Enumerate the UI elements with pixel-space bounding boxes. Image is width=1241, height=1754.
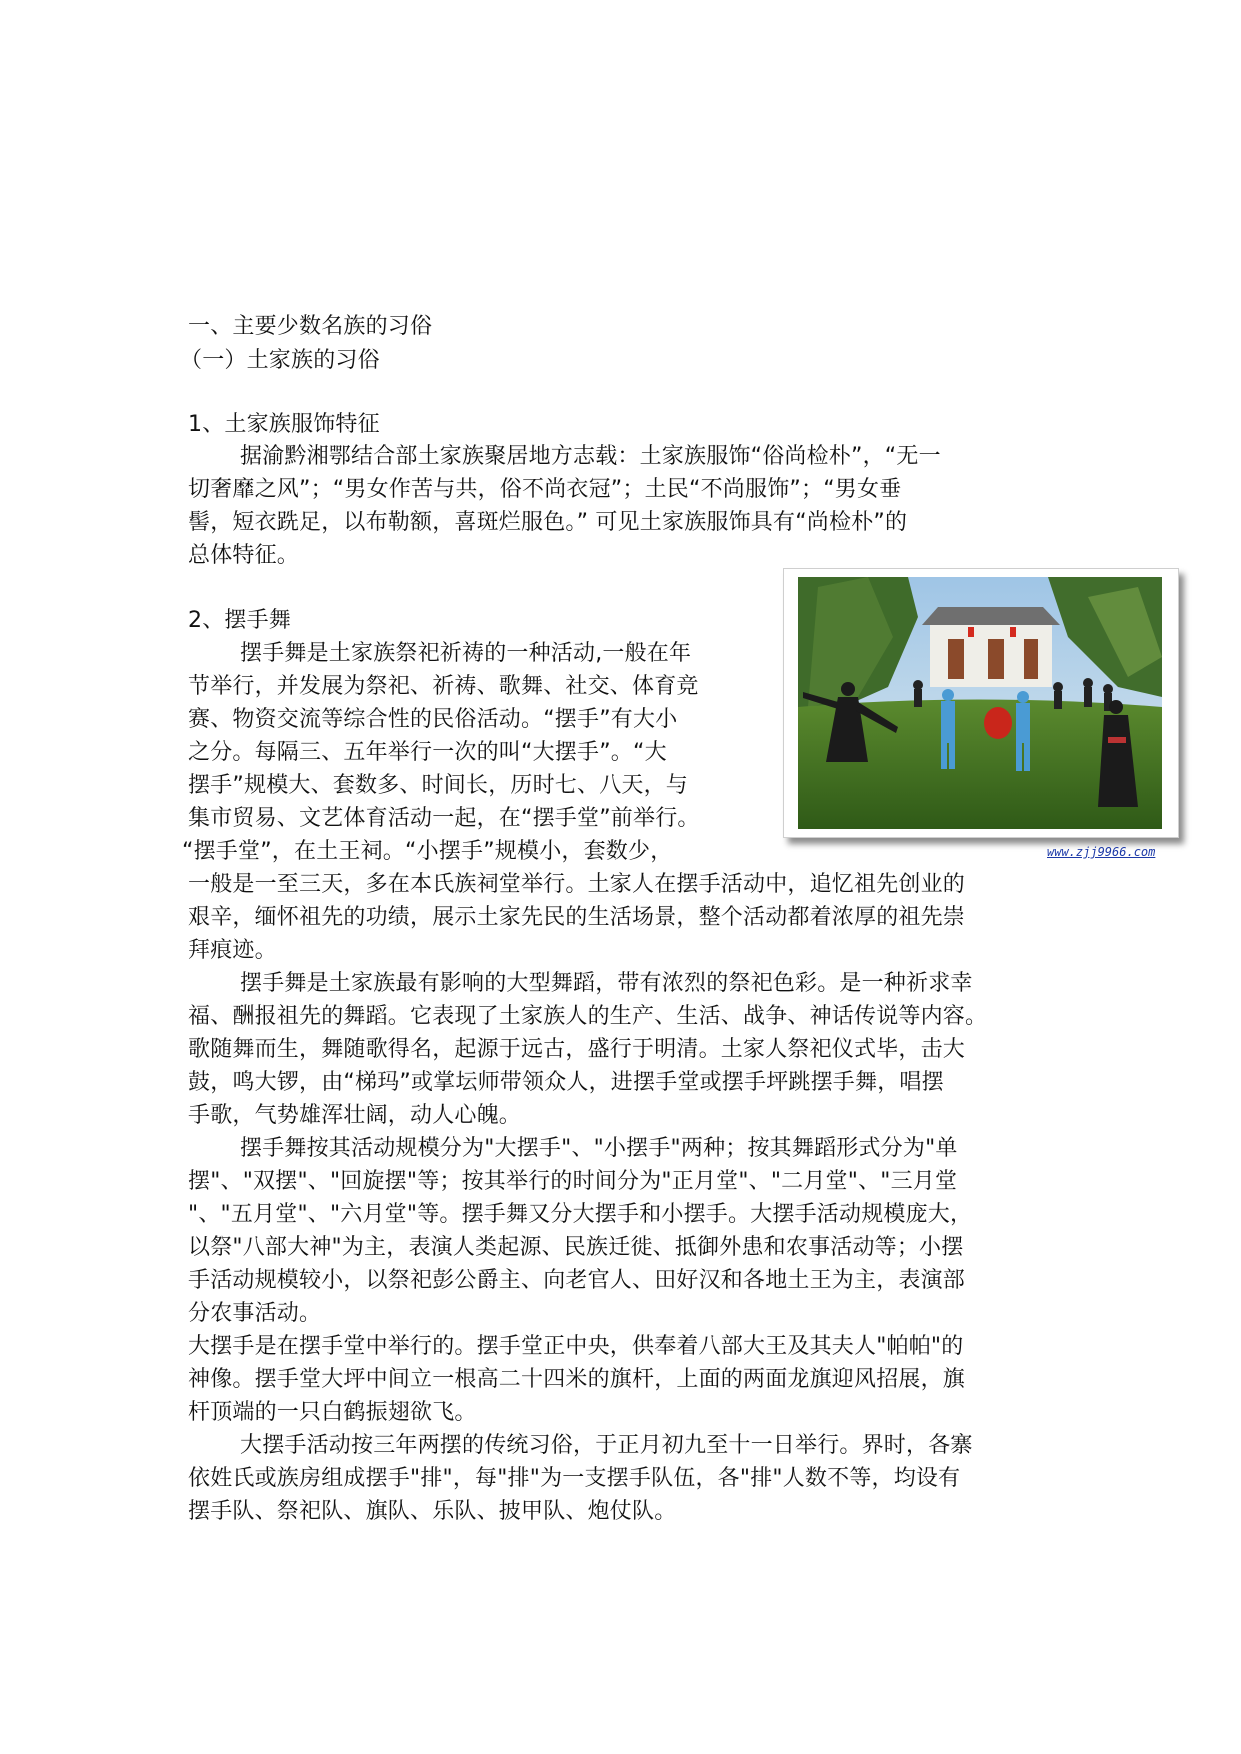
section2-p3-line: 摆"、"双摆"、"回旋摆"等；按其举行的时间分为"正月堂"、"二月堂"、"三月堂 [188,1169,958,1194]
section2-p5-line: 大摆手活动按三年两摆的传统习俗，于正月初九至十一日举行。界时，各寨 [240,1433,973,1458]
section2-p1-line: 之分。每隔三、五年举行一次的叫“大摆手”。“大 [188,740,667,765]
section2-p3-line: 以祭"八部大神"为主，表演人类起源、民族迁徙、抵御外患和农事活动等；小摆 [188,1235,964,1260]
section2-p4-line: 杆顶端的一只白鹤振翅欲飞。 [188,1400,477,1425]
section2-p1-line: 艰辛，缅怀祖先的功绩，展示土家先民的生活场景，整个活动都着浓厚的祖先崇 [188,905,966,930]
photo-watermark: www.zjj9966.com [1047,845,1156,859]
section2-p1-line: 赛、物资交流等综合性的民俗活动。“摆手”有大小 [188,707,678,732]
main-heading: 一、主要少数名族的习俗 [188,314,433,339]
section1-line: 髻，短衣跣足，以布勒额，喜斑烂服色。” 可见土家族服饰具有“尚检朴”的 [188,510,908,535]
section2-p2-line: 鼓，鸣大锣，由“梯玛”或掌坛师带领众人，进摆手堂或摆手坪跳摆手舞，唱摆 [188,1070,944,1095]
section2-p1-line: “摆手堂”，在土王祠。“小摆手”规模小，套数少， [182,839,673,864]
section2-p5-line: 依姓氏或族房组成摆手"排"，每"排"为一支摆手队伍，各"排"人数不等，均设有 [188,1466,961,1491]
section2-title: 2、摆手舞 [188,608,291,633]
section2-p2-line: 福、酬报祖先的舞蹈。它表现了土家族人的生产、生活、战争、神话传说等内容。 [188,1004,988,1029]
section2-p1-line: 节举行，并发展为祭祀、祈祷、歌舞、社交、体育竞 [188,674,699,699]
section2-p3-line: 摆手舞按其活动规模分为"大摆手"、"小摆手"两种；按其舞蹈形式分为"单 [240,1136,958,1161]
section2-p1-line: 集市贸易、文艺体育活动一起，在“摆手堂”前举行。 [188,806,700,831]
dance-photo-frame [783,568,1179,838]
section2-p2-line: 手歌，气势雄浑壮阔，动人心魄。 [188,1103,522,1128]
baishou-dance-photo-icon [798,577,1162,829]
section2-p1-line: 摆手舞是土家族祭祀祈祷的一种活动,一般在年 [240,641,692,666]
section2-p5-line: 摆手队、祭祀队、旗队、乐队、披甲队、炮仗队。 [188,1499,677,1524]
section2-p1-line: 拜痕迹。 [188,938,277,963]
section2-p2-line: 歌随舞而生，舞随歌得名，起源于远古，盛行于明清。土家人祭祀仪式毕，击大 [188,1037,966,1062]
section2-p1-line: 一般是一至三天，多在本氏族祠堂举行。土家人在摆手活动中，追忆祖先创业的 [188,872,966,897]
section2-p4-line: 大摆手是在摆手堂中举行的。摆手堂正中央，供奉着八部大王及其夫人"帕帕"的 [188,1334,964,1359]
section2-p4-line: 神像。摆手堂大坪中间立一根高二十四米的旗杆，上面的两面龙旗迎风招展，旗 [188,1367,966,1392]
section1-line: 据渝黔湘鄂结合部土家族聚居地方志载：土家族服饰“俗尚检朴”，“无一 [240,444,941,469]
section1-line: 总体特征。 [188,543,300,568]
section2-p3-line: 分农事活动。 [188,1301,322,1326]
section2-p1-line: 摆手”规模大、套数多、时间长，历时七、八天，与 [188,773,688,798]
section2-p2-line: 摆手舞是土家族最有影响的大型舞蹈，带有浓烈的祭祀色彩。是一种祈求幸 [240,971,973,996]
section2-p3-line: "、"五月堂"、"六月堂"等。摆手舞又分大摆手和小摆手。大摆手活动规模庞大， [188,1202,973,1227]
sub-heading: （一）土家族的习俗 [180,348,380,373]
section2-p3-line: 手活动规模较小，以祭祀彭公爵主、向老官人、田好汉和各地土王为主，表演部 [188,1268,966,1293]
section1-title: 1、土家族服饰特征 [188,412,380,437]
section1-line: 切奢靡之风”；“男女作苦与共，俗不尚衣冠”；土民“不尚服饰”；“男女垂 [188,477,902,502]
